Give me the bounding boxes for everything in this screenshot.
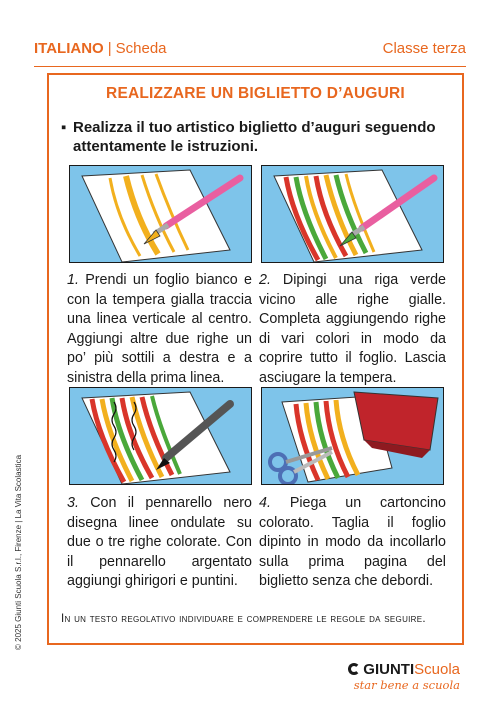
bullet-icon: ▪ [61, 119, 67, 136]
learning-objective: In un testo regolativo individuare e comprendere le regole da seguire. [61, 613, 426, 625]
instruction-step-4 [259, 494, 446, 592]
instruction-step-1 [67, 271, 252, 389]
illustration-step-3 [69, 387, 252, 485]
step-text: Prendi un foglio bianco e con la tempera gialla traccia una linea verticale al centro. Aggiungi altre due righe un po’ più sottili a destra e a sinistra della prima linea. [67, 272, 252, 386]
step-text: Dipingi una riga verde vicino alle righe gialle. Completa aggiungendo righe di vari colori in modo da coprire tutto il foglio. Lascia asciugare la tempera. [259, 272, 446, 386]
scissors-card-icon [262, 388, 444, 485]
step-number: 1. [67, 272, 79, 288]
illustration-step-2 [261, 165, 444, 263]
header-divider [34, 66, 466, 67]
logo-tagline: star bene a scuola [353, 678, 460, 692]
logo-brand-suffix: Scuola [414, 661, 460, 678]
worksheet-title: REALIZZARE UN BIGLIETTO D’AUGURI [106, 85, 405, 102]
intro-text: Realizza il tuo artistico biglietto d’auguri seguendo attentamente le istruzioni. [73, 119, 436, 155]
paper-marker-icon [70, 388, 252, 485]
paper-yellow-brush-icon [70, 166, 252, 263]
header-subject [34, 40, 167, 57]
illustration-step-1 [69, 165, 252, 263]
grade-label: Classe terza [382, 40, 466, 57]
page-header [34, 40, 466, 62]
giunti-g-icon [348, 663, 360, 675]
step-text: Piega un cartoncino colorato. Taglia il foglio dipinto in modo da incollarlo sulla prima pagina del biglietto senza che debordi. [259, 495, 446, 590]
publisher-logo [348, 661, 460, 693]
instruction-step-3 [67, 494, 252, 592]
worksheet-box [47, 73, 464, 645]
subject-label: ITALIANO [34, 40, 104, 57]
step-number: 2. [259, 272, 271, 288]
copyright-note: © 2025 Giunti Scuola S.r.l., Firenze | La Vita Scolastica [14, 454, 23, 650]
logo-brand-name: GIUNTI [363, 661, 415, 678]
step-text: Con il pennarello nero disegna linee ondulate su due o tre righe colorate. Con il pennarello argentato aggiungi ghirigori e puntini. [67, 495, 252, 590]
instruction-step-2 [259, 271, 446, 389]
intro-instruction [61, 118, 452, 156]
kind-label: Scheda [115, 40, 167, 57]
illustration-step-4 [261, 387, 444, 485]
step-number: 3. [67, 495, 79, 511]
logo-brand [348, 661, 460, 678]
step-number: 4. [259, 495, 271, 511]
header-separator: | [107, 40, 112, 57]
paper-colours-brush-icon [262, 166, 444, 263]
